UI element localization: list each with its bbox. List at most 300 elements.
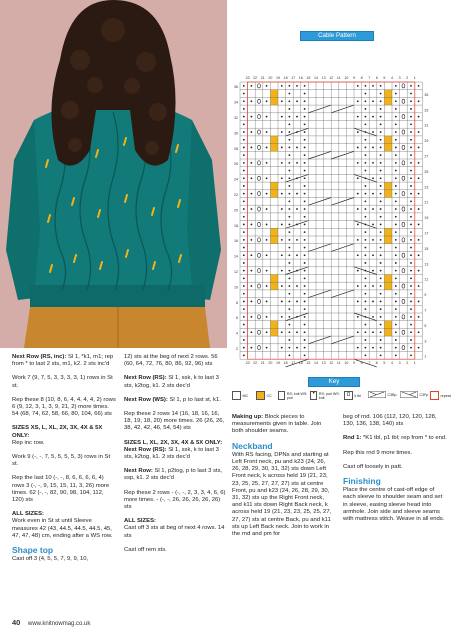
instruction-text: 12) sts at the beg of next 2 rows. 56 (60, 64, 72, 76, 80, 86, 92, 96) sts: [124, 354, 218, 368]
purl-dot: [296, 331, 298, 333]
purl-dot: [395, 270, 397, 272]
instruction-paragraph: [343, 464, 447, 471]
purl-dot: [304, 162, 306, 164]
instruction-paragraph: [124, 525, 226, 539]
purl-dot: [266, 100, 268, 102]
purl-dot: [289, 347, 291, 349]
purl-dot: [289, 131, 291, 133]
section-heading: Finishing: [343, 476, 381, 487]
purl-dot: [243, 147, 245, 149]
page-footer: [12, 618, 90, 627]
purl-dot: [304, 316, 306, 318]
cardigan-back-illustration: [0, 0, 227, 348]
purl-dot: [281, 301, 283, 303]
purl-dot: [365, 193, 367, 195]
purl-dot: [289, 262, 291, 264]
purl-dot: [410, 308, 412, 310]
column-number: 3: [398, 76, 401, 80]
purl-dot: [289, 354, 291, 356]
purl-dot: [395, 123, 397, 125]
purl-dot: [418, 208, 420, 210]
cc-cell: [270, 190, 278, 198]
key-item-ktbl: Ω k tbl: [344, 391, 361, 400]
instruction-paragraph: [343, 487, 447, 523]
sizes-heading: SIZES L, XL, 2X, 3X, 4X & 5X ONLY:: [124, 439, 223, 446]
instruction-text: Sl 1, *k1, m1; rep from * to last 2 sts, m1, k2. 2 sts inc'd: [12, 354, 114, 368]
model-photo: [0, 0, 227, 348]
purl-dot: [296, 85, 298, 87]
purl-dot: [410, 324, 412, 326]
purl-dot: [289, 224, 291, 226]
purl-dot: [296, 116, 298, 118]
purl-dot: [395, 331, 397, 333]
purl-dot: [266, 116, 268, 118]
instruction-paragraph: [12, 454, 116, 468]
purl-dot: [410, 262, 412, 264]
section-heading: Neckband: [232, 440, 273, 451]
instruction-paragraph: [124, 468, 226, 482]
purl-dot: [395, 262, 397, 264]
purl-dot: [410, 85, 412, 87]
instruction-text: Rep these 2 rows - (-, -, 2, 3, 3, 4, 6, 6) more times. - (-, -, 26, 26, 26, 26, 26) sts: [124, 489, 226, 511]
purl-dot: [365, 216, 367, 218]
purl-dot: [410, 293, 412, 295]
purl-dot: [357, 147, 359, 149]
purl-dot: [410, 154, 412, 156]
purl-dot: [380, 331, 382, 333]
purl-dot: [365, 85, 367, 87]
purl-dot: [380, 308, 382, 310]
column-number: 20: [268, 361, 273, 366]
purl-dot: [380, 293, 382, 295]
column-number: 19: [276, 76, 280, 80]
purl-dot: [289, 285, 291, 287]
purl-dot: [380, 285, 382, 287]
purl-dot: [410, 347, 412, 349]
column-number: 1: [413, 361, 416, 366]
purl-dot: [304, 301, 306, 303]
purl-dot: [266, 285, 268, 287]
purl-dot: [289, 154, 291, 156]
purl-dot: [372, 331, 374, 333]
purl-dot: [357, 193, 359, 195]
purl-dot: [365, 185, 367, 187]
purl-dot: [410, 131, 412, 133]
purl-dot: [304, 247, 306, 249]
purl-dot: [243, 293, 245, 295]
purl-dot: [395, 108, 397, 110]
purl-dot: [372, 100, 374, 102]
purl-dot: [357, 347, 359, 349]
purl-dot: [395, 316, 397, 318]
purl-dot: [365, 354, 367, 356]
purl-dot: [243, 131, 245, 133]
purl-dot: [395, 347, 397, 349]
cc-cell: [270, 328, 278, 336]
purl-dot: [304, 208, 306, 210]
purl-dot: [395, 162, 397, 164]
cc-cell: [384, 236, 392, 244]
row-number: 15: [424, 246, 429, 251]
purl-dot: [357, 100, 359, 102]
sizes-heading: ALL SIZES:: [12, 511, 44, 518]
purl-dot: [289, 108, 291, 110]
purl-dot: [281, 285, 283, 287]
instructions-column-2: [124, 354, 226, 561]
purl-dot: [395, 216, 397, 218]
purl-dot: [251, 147, 253, 149]
purl-dot: [395, 254, 397, 256]
purl-dot: [289, 216, 291, 218]
row-number: 28: [234, 146, 238, 151]
purl-dot: [380, 262, 382, 264]
purl-dot: [296, 208, 298, 210]
key-item-cc: CC: [256, 391, 272, 400]
purl-dot: [410, 208, 412, 210]
purl-dot: [380, 200, 382, 202]
row-number: 32: [234, 115, 238, 120]
purl-dot: [395, 93, 397, 95]
knit-symbol-icon: [278, 391, 285, 400]
purl-dot: [357, 162, 359, 164]
key-item-knit: RS: knit WS: purl: [278, 391, 308, 400]
purl-dot: [410, 301, 412, 303]
website-url: www.knitnowmag.co.uk: [28, 621, 91, 627]
instruction-text: Work 7 (9, 7, 5, 3, 3, 3, 3, 1) rows in St st.: [12, 375, 113, 389]
purl-dot: [395, 354, 397, 356]
purl-dot: [281, 131, 283, 133]
page-number: 40: [12, 618, 21, 627]
row-number: 5: [424, 323, 427, 328]
cc-cell: [384, 228, 392, 236]
purl-dot: [304, 339, 306, 341]
purl-dot: [380, 216, 382, 218]
purl-dot: [243, 108, 245, 110]
purl-dot: [395, 185, 397, 187]
cc-cell: [384, 144, 392, 152]
purl-dot: [365, 254, 367, 256]
instruction-text: Rep the last 10 (-, -, 8, 6, 6, 6, 6, 4) rows 3 (-, -, 9, 15, 15, 11, 3, 26) more times. 62 (-, -, 82, 90, 98, 104, 112, 120) sts: [12, 475, 110, 504]
purl-dot: [304, 277, 306, 279]
purl-dot: [395, 139, 397, 141]
row-number: 24: [234, 177, 238, 182]
column-number: 22: [253, 76, 258, 80]
purl-dot: [365, 123, 367, 125]
purl-dot: [357, 301, 359, 303]
purl-dot: [304, 308, 306, 310]
instruction-paragraph: [12, 556, 116, 563]
purl-dot: [296, 239, 298, 241]
purl-dot: [410, 239, 412, 241]
purl-dot: [395, 116, 397, 118]
instruction-text: Cast off rem sts.: [124, 546, 167, 553]
purl-dot: [243, 285, 245, 287]
instruction-paragraph: [124, 490, 226, 512]
purl-dot: [410, 285, 412, 287]
row-number: 14: [234, 254, 238, 259]
purl-dot: [243, 154, 245, 156]
purl-dot: [251, 331, 253, 333]
instruction-paragraph: [12, 440, 116, 447]
purl-dot: [365, 285, 367, 287]
cc-cell: [384, 182, 392, 190]
purl-dot: [410, 354, 412, 356]
purl-dot: [243, 347, 245, 349]
column-number: 15: [306, 361, 311, 366]
purl-dot: [251, 193, 253, 195]
purl-dot: [281, 347, 283, 349]
row-number: 22: [234, 192, 238, 197]
purl-dot: [372, 239, 374, 241]
row-number: 30: [234, 131, 238, 136]
purl-dot: [243, 308, 245, 310]
purl-dot: [357, 85, 359, 87]
instruction-paragraph: [232, 452, 334, 538]
purl-dot: [304, 239, 306, 241]
purl-dot: [304, 154, 306, 156]
row-number: 31: [424, 123, 429, 128]
purl-dot: [380, 277, 382, 279]
instructions-column-3: [232, 414, 334, 545]
purl-dot: [410, 254, 412, 256]
purl-dot: [289, 277, 291, 279]
purl-dot: [281, 316, 283, 318]
purl-dot: [365, 239, 367, 241]
purl-dot: [418, 347, 420, 349]
purl-dot: [395, 285, 397, 287]
purl-dot: [251, 116, 253, 118]
purl-dot: [304, 139, 306, 141]
instruction-text: Cast off loosely in patt.: [343, 463, 403, 470]
column-number: 18: [283, 76, 288, 80]
purl-dot: [372, 85, 374, 87]
purl-dot: [418, 162, 420, 164]
purl-dot: [372, 224, 374, 226]
purl-dot: [418, 239, 420, 241]
key-item-c3fp: C3Fp: [400, 391, 428, 398]
purl-dot: [372, 285, 374, 287]
purl-dot: [357, 316, 359, 318]
instruction-paragraph: [124, 397, 226, 404]
purl-dot: [372, 162, 374, 164]
purl-dot: [410, 139, 412, 141]
instruction-paragraph: [12, 475, 116, 504]
c3fp-cable-icon: [400, 391, 418, 398]
row-label: Next Row (WS):: [124, 396, 170, 403]
column-number: 12: [329, 76, 334, 80]
purl-dot: [380, 324, 382, 326]
purl-dot: [289, 170, 291, 172]
purl-dot: [372, 116, 374, 118]
purl-dot: [296, 254, 298, 256]
row-number: 4: [236, 331, 238, 336]
purl-dot: [251, 100, 253, 102]
purl-dot: [251, 239, 253, 241]
purl-dot: [243, 216, 245, 218]
purl-dot: [357, 254, 359, 256]
purl-dot: [243, 85, 245, 87]
instructions-column-4: [343, 414, 447, 530]
purl-dot: [243, 200, 245, 202]
purl-dot: [281, 116, 283, 118]
purl-dot: [410, 224, 412, 226]
row-number: 35: [424, 92, 429, 97]
purl-dot: [410, 339, 412, 341]
purl-dot: [304, 293, 306, 295]
purl-dot: [243, 231, 245, 233]
purl-dot: [380, 185, 382, 187]
cc-cell: [270, 282, 278, 290]
purl-dot: [243, 185, 245, 187]
purl-dot: [304, 285, 306, 287]
row-number: 11: [424, 277, 429, 282]
purl-dot: [365, 162, 367, 164]
cc-cell: [270, 97, 278, 105]
column-number: 21: [260, 76, 265, 80]
cc-cell: [270, 136, 278, 144]
purl-dot: [289, 147, 291, 149]
column-number: 2: [406, 361, 409, 366]
column-number: 18: [283, 361, 288, 366]
purl-dot: [251, 162, 253, 164]
row-number: 27: [424, 154, 429, 159]
purl-dot: [243, 177, 245, 179]
purl-dot: [365, 139, 367, 141]
cc-cell: [270, 275, 278, 283]
purl-dot: [243, 139, 245, 141]
key-item-purl: • RS: purl WS: knit: [310, 391, 340, 400]
purl-dot: [289, 139, 291, 141]
purl-dot: [395, 170, 397, 172]
purl-dot: [410, 170, 412, 172]
purl-dot: [410, 100, 412, 102]
purl-dot: [395, 301, 397, 303]
cc-cell: [384, 275, 392, 283]
column-number: 4: [391, 76, 393, 80]
purl-dot: [380, 347, 382, 349]
purl-dot: [304, 231, 306, 233]
purl-dot: [243, 239, 245, 241]
purl-dot: [289, 93, 291, 95]
instruction-text: Sl 1, p2tog, p to last 3 sts, ssp, k1. 2 sts dec'd: [124, 468, 223, 482]
row-number: 33: [424, 108, 429, 113]
instruction-text: With RS facing, DPNs and starting at Left Front neck, pu and k23 (24, 26, 26, 28, 29, 30, 31, 32) sts down Left Front neck, k across held 19 (21, 23, 23, 25, 25, 27, 27, 27) sts at centre Front, pu and k23 (24, 26, 28, 29, 30, 31, 32) sts up the Right Front neck, and k11 sts down Right Back neck, k across held 19 (21, 23, 23, 25, 25, 27, 27, 27) sts at centre Back, pu and k11 sts up Left Back neck. Join to work in the rnd and pm for: [232, 451, 332, 538]
chart-panel: [228, 0, 453, 410]
purl-dot: [380, 270, 382, 272]
row-label: Next Row:: [124, 468, 155, 475]
purl-dot: [372, 177, 374, 179]
purl-dot: [418, 100, 420, 102]
purl-dot: [251, 254, 253, 256]
purl-dot: [304, 262, 306, 264]
purl-dot: [365, 147, 367, 149]
purl-dot: [266, 147, 268, 149]
purl-dot: [372, 208, 374, 210]
cc-cell: [270, 182, 278, 190]
purl-dot: [289, 316, 291, 318]
column-number: 10: [344, 361, 349, 366]
purl-dot: [289, 193, 291, 195]
purl-dot: [243, 339, 245, 341]
purl-dot: [289, 239, 291, 241]
purl-dot: [410, 247, 412, 249]
row-number: 25: [424, 169, 429, 174]
purl-dot: [243, 324, 245, 326]
purl-dot: [365, 301, 367, 303]
cc-cell: [384, 282, 392, 290]
column-number: 5: [383, 361, 386, 366]
purl-dot: [395, 339, 397, 341]
row-number: 17: [424, 231, 429, 236]
purl-dot: [243, 301, 245, 303]
instruction-paragraph: [124, 447, 226, 461]
purl-dot: [304, 131, 306, 133]
column-number: 20: [268, 76, 273, 80]
column-number: 5: [383, 76, 386, 80]
row-number: 6: [236, 316, 238, 321]
purl-dot: [418, 316, 420, 318]
c3bp-cable-icon: [368, 391, 386, 398]
purl-dot: [243, 247, 245, 249]
purl-dot: [418, 116, 420, 118]
purl-dot: [365, 170, 367, 172]
purl-dot: [281, 224, 283, 226]
chart-title: Cable Pattern: [300, 31, 374, 41]
purl-dot: [289, 231, 291, 233]
purl-dot: [418, 254, 420, 256]
instruction-text: beg of rnd. 106 (112, 120, 120, 128, 130, 136, 138, 140) sts: [343, 414, 437, 428]
purl-dot: [289, 308, 291, 310]
purl-dot: [365, 200, 367, 202]
purl-dot: [243, 123, 245, 125]
purl-dot: [289, 177, 291, 179]
row-number: 36: [234, 85, 238, 90]
purl-dot: [365, 277, 367, 279]
row-number: 16: [234, 239, 238, 244]
purl-dot: [395, 231, 397, 233]
purl-dot: [251, 347, 253, 349]
purl-dot: [281, 270, 283, 272]
purl-dot: [372, 131, 374, 133]
purl-dot: [296, 301, 298, 303]
purl-dot: [266, 131, 268, 133]
purl-dot: [380, 131, 382, 133]
purl-dot: [251, 285, 253, 287]
purl-dot: [380, 177, 382, 179]
column-number: 19: [276, 361, 280, 366]
purl-dot: [380, 231, 382, 233]
purl-dot: [365, 339, 367, 341]
purl-dot: [395, 193, 397, 195]
mc-swatch: [232, 391, 241, 400]
cable-chart: [228, 0, 453, 380]
cc-cell: [384, 190, 392, 198]
column-number: 22: [253, 361, 258, 366]
instruction-text: Work even in St st until Sleeve measures 42 (43, 44.5, 44.5, 44.5, 45, 47, 47, 48) cm, ending after a WS row.: [12, 518, 113, 539]
cc-cell: [270, 236, 278, 244]
purl-dot: [304, 85, 306, 87]
row-number: 9: [424, 293, 427, 298]
purl-dot: [395, 100, 397, 102]
instruction-paragraph: [124, 547, 226, 554]
purl-dot: [243, 354, 245, 356]
purl-dot: [395, 147, 397, 149]
purl-dot: [289, 200, 291, 202]
purl-dot: [395, 208, 397, 210]
column-number: 3: [398, 361, 401, 366]
purl-dot: [410, 93, 412, 95]
purl-dot: [289, 123, 291, 125]
